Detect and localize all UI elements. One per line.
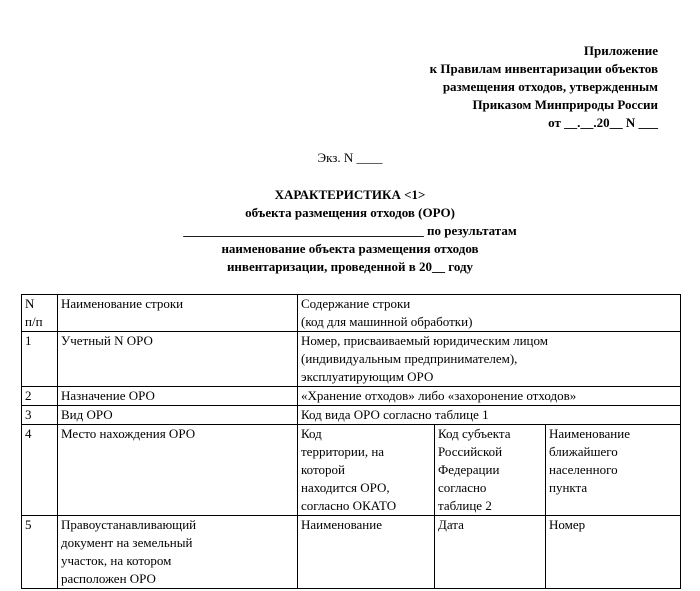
row-subcell-doc-number: Номер [546, 516, 681, 589]
table-row [22, 406, 681, 425]
table-row [22, 425, 681, 516]
row-subcell-settlement: Наименование ближайшего населенного пункта [546, 425, 681, 516]
title-line: ХАРАКТЕРИСТИКА <1> [274, 187, 426, 202]
row-subcell-okato: Код территории, на которой находится ОРО, согласно ОКАТО [298, 425, 435, 516]
row-subcell-doc-name: Наименование [298, 516, 435, 589]
header-num-cell: N п/п [22, 295, 58, 332]
row-name: Назначение ОРО [58, 387, 298, 406]
row-num: 3 [22, 406, 58, 425]
row-num: 1 [22, 332, 58, 387]
row-num: 2 [22, 387, 58, 406]
approval-line: от __.__.20__ N ___ [548, 115, 658, 130]
row-num: 4 [22, 425, 58, 516]
header-content-cell: Содержание строки (код для машинной обработки) [298, 295, 681, 332]
row-content: «Хранение отходов» либо «захоронение отходов» [298, 387, 681, 406]
row-name: Правоустанавливающий документ на земельный участок, на котором расположен ОРО [58, 516, 298, 589]
table-header-row [22, 295, 681, 332]
copy-number: Экз. N ____ [317, 150, 383, 165]
approval-line: размещения отходов, утвержденным [442, 79, 658, 94]
title-line: наименование объекта размещения отходов [221, 241, 479, 256]
title-line: инвентаризации, проведенной в 20__ году [226, 259, 474, 274]
approval-line: к Правилам инвентаризации объектов [429, 61, 658, 76]
approval-block [430, 42, 658, 132]
approval-line: Приказом Минприроды России [472, 97, 658, 112]
row-name: Учетный N ОРО [58, 332, 298, 387]
approval-line: Приложение [583, 43, 658, 58]
document-title [0, 186, 700, 276]
table-row [22, 332, 681, 387]
row-name: Вид ОРО [58, 406, 298, 425]
row-subcell-region: Код субъекта Российской Федерации согласно таблице 2 [435, 425, 546, 516]
table-row [22, 387, 681, 406]
row-content: Код вида ОРО согласно таблице 1 [298, 406, 681, 425]
header-name-cell: Наименование строки [58, 295, 298, 332]
row-content: Номер, присваиваемый юридическим лицом (индивидуальным предпринимателем), эксплуатирующим ОРО [298, 332, 681, 387]
title-line: объекта размещения отходов (ОРО) [245, 205, 455, 220]
row-num: 5 [22, 516, 58, 589]
row-name: Место нахождения ОРО [58, 425, 298, 516]
row-subcell-doc-date: Дата [435, 516, 546, 589]
table-row [22, 516, 681, 589]
title-line: _____________________________________ по результатам [183, 223, 517, 238]
characteristics-table [21, 294, 681, 589]
